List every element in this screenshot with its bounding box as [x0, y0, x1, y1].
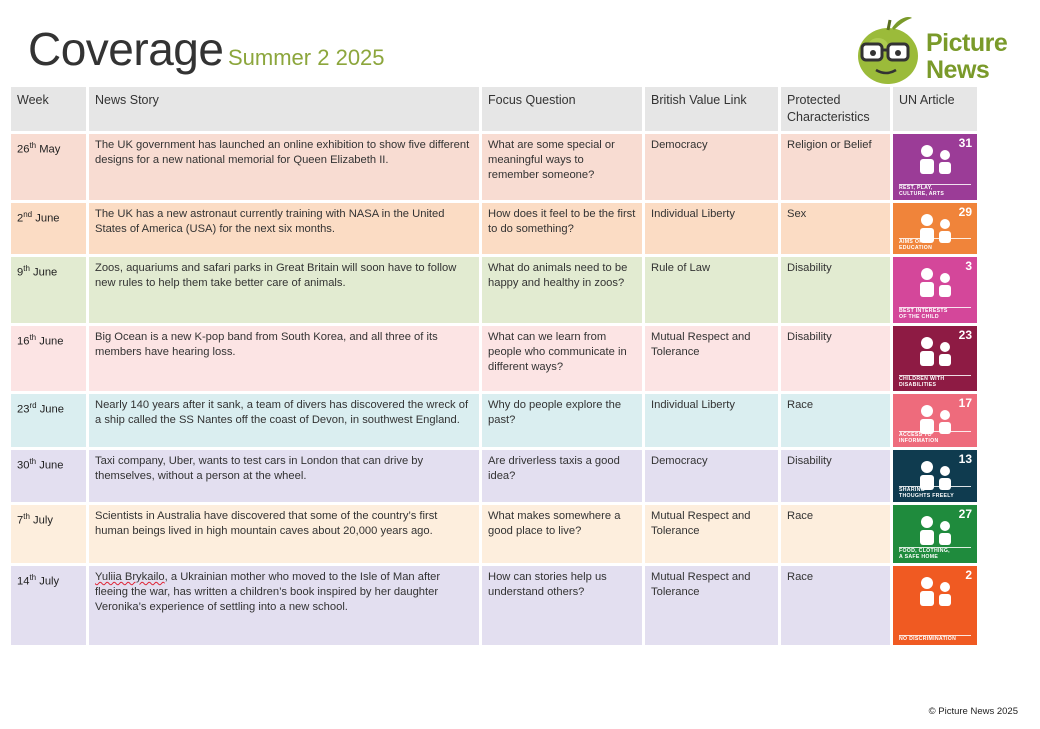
un-article-tile: [893, 566, 977, 645]
british-value-cell: Democracy: [645, 450, 778, 502]
protected-characteristic-cell: Race: [781, 505, 890, 563]
un-article-number: 17: [958, 396, 972, 410]
focus-question-cell: How can stories help us understand others?: [482, 566, 642, 645]
page-title: Coverage: [28, 23, 224, 75]
un-article-number: 3: [965, 259, 972, 273]
un-article-cell: [893, 326, 977, 391]
table-row: [11, 394, 977, 447]
news-story-cell: Big Ocean is a new K-pop band from South Korea, and all three of its members have hearing loss.: [89, 326, 479, 391]
british-value-cell: Individual Liberty: [645, 203, 778, 254]
news-story-cell: Yuliia Brykailo, a Ukrainian mother who moved to the Isle of Man after fleeing the war, has written a children’s book inspired by her daughter Veronika’s experience of settling into a new school.: [89, 566, 479, 645]
no-discrimination-icon: [905, 574, 965, 610]
focus-question-cell: What are some special or meaningful ways to remember someone?: [482, 134, 642, 200]
column-header-week: Week: [11, 87, 86, 131]
un-article-label: AIMS OF EDUCATION: [899, 239, 933, 251]
copyright-footer: © Picture News 2025: [928, 706, 1018, 717]
week-cell: 16th June: [11, 326, 86, 391]
wheelchair-icon: [905, 334, 965, 370]
un-article-cell: [893, 566, 977, 645]
play-icon: [905, 142, 965, 178]
protected-characteristic-cell: Disability: [781, 450, 890, 502]
un-article-number: 27: [958, 507, 972, 521]
news-story-cell: Nearly 140 years after it sank, a team of divers has discovered the wreck of a ship called the SS Nantes off the coast of Devon, in southwest England.: [89, 394, 479, 447]
page-subtitle: Summer 2 2025: [228, 45, 385, 70]
british-value-cell: Mutual Respect and Tolerance: [645, 505, 778, 563]
un-article-number: 23: [958, 328, 972, 342]
table-row: [11, 505, 977, 563]
un-article-number: 13: [958, 452, 972, 466]
un-article-number: 29: [958, 205, 972, 219]
column-header-focus-question: Focus Question: [482, 87, 642, 131]
un-article-tile: [893, 326, 977, 391]
protected-characteristic-cell: Religion or Belief: [781, 134, 890, 200]
protected-characteristic-cell: Sex: [781, 203, 890, 254]
focus-question-cell: Are driverless taxis a good idea?: [482, 450, 642, 502]
protected-characteristic-cell: Race: [781, 394, 890, 447]
british-value-cell: Mutual Respect and Tolerance: [645, 566, 778, 645]
news-story-cell: The UK has a new astronaut currently training with NASA in the United States of America (USA) for the next six months.: [89, 203, 479, 254]
un-article-label: NO DISCRIMINATION: [899, 636, 957, 642]
un-article-label: CHILDREN WITH DISABILITIES: [899, 376, 945, 388]
week-cell: 26th May: [11, 134, 86, 200]
column-header-un-article: UN Article: [893, 87, 977, 131]
table-row: [11, 257, 977, 323]
protected-characteristic-cell: Race: [781, 566, 890, 645]
un-article-cell: [893, 134, 977, 200]
un-article-number: 31: [958, 136, 972, 150]
un-article-label: REST, PLAY, CULTURE, ARTS: [899, 185, 945, 197]
focus-question-cell: What can we learn from people who communicate in different ways?: [482, 326, 642, 391]
un-article-cell: [893, 505, 977, 563]
un-article-label: ACCESS TO INFORMATION: [899, 432, 939, 444]
table-row: [11, 450, 977, 502]
protected-characteristic-cell: Disability: [781, 326, 890, 391]
un-article-label: SHARING THOUGHTS FREELY: [899, 487, 955, 499]
week-cell: 7th July: [11, 505, 86, 563]
focus-question-cell: What do animals need to be happy and healthy in zoos?: [482, 257, 642, 323]
un-article-tile: [893, 394, 977, 447]
week-cell: 30th June: [11, 450, 86, 502]
un-article-label: BEST INTERESTS OF THE CHILD: [899, 308, 948, 320]
logo-text: Picture News: [926, 29, 1008, 84]
column-header-news-story: News Story: [89, 87, 479, 131]
un-article-cell: [893, 257, 977, 323]
un-article-number: 2: [965, 568, 972, 582]
table-row: [11, 326, 977, 391]
un-article-tile: [893, 505, 977, 563]
news-story-cell: Taxi company, Uber, wants to test cars in London that can drive by themselves, without a person at the wheel.: [89, 450, 479, 502]
focus-question-cell: Why do people explore the past?: [482, 394, 642, 447]
week-cell: 2nd June: [11, 203, 86, 254]
week-cell: 14th July: [11, 566, 86, 645]
protected-characteristic-cell: Disability: [781, 257, 890, 323]
un-article-label: FOOD, CLOTHING, A SAFE HOME: [899, 548, 950, 560]
un-article-tile: [893, 134, 977, 200]
column-header-british-value: British Value Link: [645, 87, 778, 131]
british-value-cell: Rule of Law: [645, 257, 778, 323]
focus-question-cell: How does it feel to be the first to do something?: [482, 203, 642, 254]
british-value-cell: Individual Liberty: [645, 394, 778, 447]
table-row: [11, 566, 977, 645]
best-interests-icon: [905, 265, 965, 301]
un-article-tile: [893, 257, 977, 323]
un-article-cell: [893, 450, 977, 502]
british-value-cell: Mutual Respect and Tolerance: [645, 326, 778, 391]
news-story-cell: Scientists in Australia have discovered that some of the country’s first human beings lived in high mountain caves about 20,000 years ago.: [89, 505, 479, 563]
table-row: [11, 203, 977, 254]
table-row: [11, 134, 977, 200]
home-icon: [905, 513, 965, 549]
coverage-table: [8, 84, 980, 648]
news-story-cell: The UK government has launched an online exhibition to show five different designs for a new national memorial for Queen Elizabeth II.: [89, 134, 479, 200]
focus-question-cell: What makes somewhere a good place to live?: [482, 505, 642, 563]
week-cell: 9th June: [11, 257, 86, 323]
un-article-cell: [893, 203, 977, 254]
un-article-tile: [893, 203, 977, 254]
week-cell: 23rd June: [11, 394, 86, 447]
column-header-protected: Protected Characteristics: [781, 87, 890, 131]
un-article-tile: [893, 450, 977, 502]
news-story-cell: Zoos, aquariums and safari parks in Great Britain will soon have to follow new rules to help them take better care of animals.: [89, 257, 479, 323]
un-article-cell: [893, 394, 977, 447]
british-value-cell: Democracy: [645, 134, 778, 200]
